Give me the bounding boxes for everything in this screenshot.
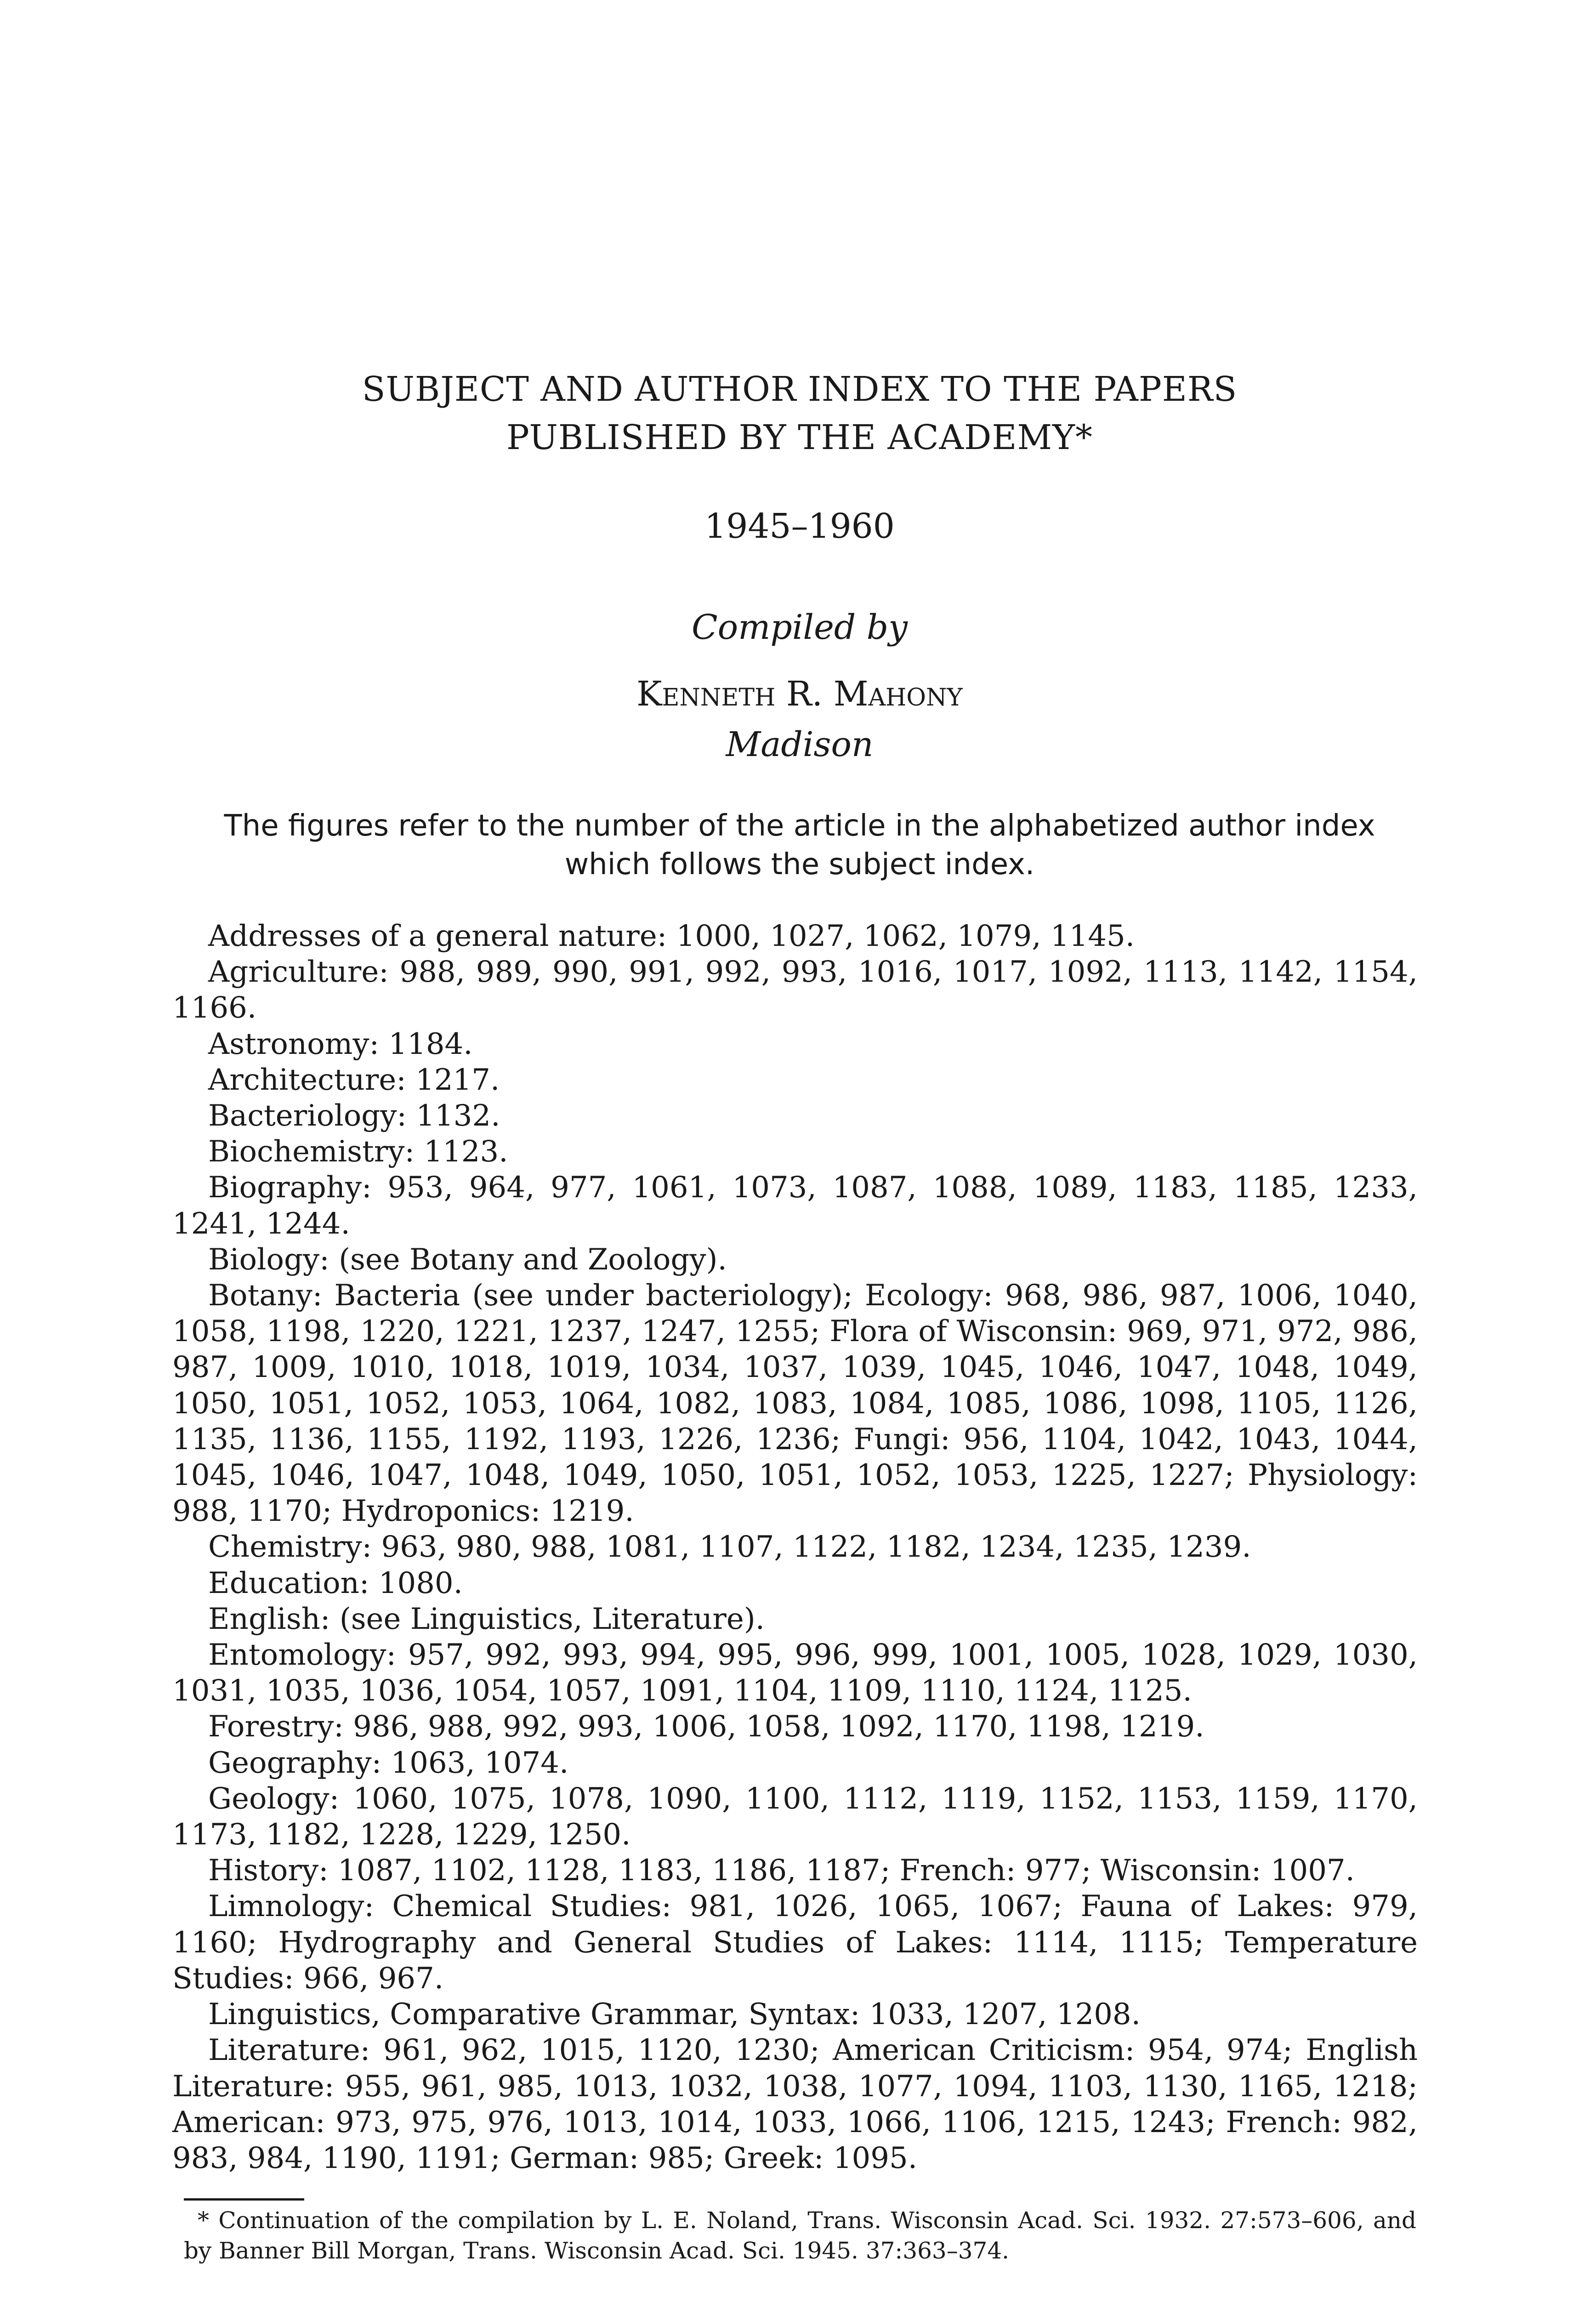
index-entry-biography: Biography: 953, 964, 977, 1061, 1073, 1087, 1088, 1089, 1183, 1185, 1233, 1241, 1244. — [172, 1171, 1418, 1241]
index-entry-biochemistry: Biochemistry: 1123. — [208, 1135, 508, 1169]
index-entry-botany: Botany: Bacteria (see under bacteriology); Ecology: 968, 986, 987, 1006, 1040, 1058, 1198, 1220, 1221, 1237, 1247, 1255; Flora of Wisconsin: 969, 971, 972, 986, 987, 1009, 1010, 1018, 1019, 1034, 1037, 1039, 1045, 1046, 1047, 1048, 1049, 1050, 1051, 1052, 1053, 1064, 1082, 1083, 1084, 1085, 1086, 1098, 1105, 1126, 1135, 1136, 1155, 1192, 1193, 1226, 1236; Fungi: 956, 1104, 1042, 1043, 1044, 1045, 1046, 1047, 1048, 1049, 1050, 1051, 1052, 1053, 1225, 1227; Physiology: 988, 1170; Hydroponics: 1219. — [172, 1279, 1418, 1529]
index-entry-agriculture: Agriculture: 988, 989, 990, 991, 992, 993, 1016, 1017, 1092, 1113, 1142, 1154, 1166. — [172, 955, 1418, 1025]
index-title-line-2: PUBLISHED BY THE ACADEMY* — [506, 418, 1093, 457]
index-entry-astronomy: Astronomy: 1184. — [208, 1027, 473, 1061]
index-entry-forestry: Forestry: 986, 988, 992, 993, 1006, 1058, 1092, 1170, 1198, 1219. — [208, 1710, 1204, 1744]
index-entry-history: History: 1087, 1102, 1128, 1183, 1186, 1187; French: 977; Wisconsin: 1007. — [208, 1854, 1355, 1888]
compiler-place: Madison — [726, 725, 874, 764]
index-title-line-1: SUBJECT AND AUTHOR INDEX TO THE PAPERS — [362, 370, 1238, 409]
index-entry-linguistics: Linguistics, Comparative Grammar, Syntax: 1033, 1207, 1208. — [208, 1997, 1141, 2032]
index-entry-addresses: Addresses of a general nature: 1000, 1027, 1062, 1079, 1145. — [208, 919, 1135, 953]
compiler-name: Kenneth R. Mahony — [636, 674, 963, 714]
index-entry-biology: Biology: (see Botany and Zoology). — [208, 1242, 727, 1277]
year-range: 1945–1960 — [704, 506, 895, 546]
index-entry-limnology: Limnology: Chemical Studies: 981, 1026, 1065, 1067; Fauna of Lakes: 979, 1160; Hydrography and General Studies of Lakes: 1114, 1115; Temperature Studies: 966, 967. — [172, 1889, 1418, 1996]
subject-index — [172, 918, 1418, 2176]
explanatory-note: The figures refer to the number of the article in the alphabetized author index which follows the subject index. — [224, 809, 1375, 882]
index-entry-bacteriology: Bacteriology: 1132. — [208, 1099, 500, 1133]
footnote-rule — [184, 2198, 304, 2201]
compiled-by-label: Compiled by — [692, 608, 908, 647]
index-entry-architecture: Architecture: 1217. — [208, 1063, 500, 1097]
index-entry-chemistry: Chemistry: 963, 980, 988, 1081, 1107, 1122, 1182, 1234, 1235, 1239. — [208, 1530, 1251, 1564]
index-entry-education: Education: 1080. — [208, 1566, 463, 1600]
index-entry-geography: Geography: 1063, 1074. — [208, 1746, 569, 1780]
index-entry-geology: Geology: 1060, 1075, 1078, 1090, 1100, 1112, 1119, 1152, 1153, 1159, 1170, 1173, 1182, 1228, 1229, 1250. — [172, 1781, 1418, 1852]
footnote: * Continuation of the compilation by L. E. Noland, Trans. Wisconsin Acad. Sci. 1932. 27:573–606, and by Banner Bill Morgan, Trans. Wisconsin Acad. Sci. 1945. 37:363–374. — [184, 2207, 1416, 2264]
index-entry-english: English: (see Linguistics, Literature). — [208, 1602, 765, 1636]
index-entry-literature: Literature: 961, 962, 1015, 1120, 1230; American Criticism: 954, 974; English Literature: 955, 961, 985, 1013, 1032, 1038, 1077, 1094, 1103, 1130, 1165, 1218; American: 973, 975, 976, 1013, 1014, 1033, 1066, 1106, 1215, 1243; French: 982, 983, 984, 1190, 1191; German: 985; Greek: 1095. — [172, 2033, 1418, 2175]
index-entry-entomology: Entomology: 957, 992, 993, 994, 995, 996, 999, 1001, 1005, 1028, 1029, 1030, 1031, 1035, 1036, 1054, 1057, 1091, 1104, 1109, 1110, 1124, 1125. — [172, 1638, 1418, 1708]
